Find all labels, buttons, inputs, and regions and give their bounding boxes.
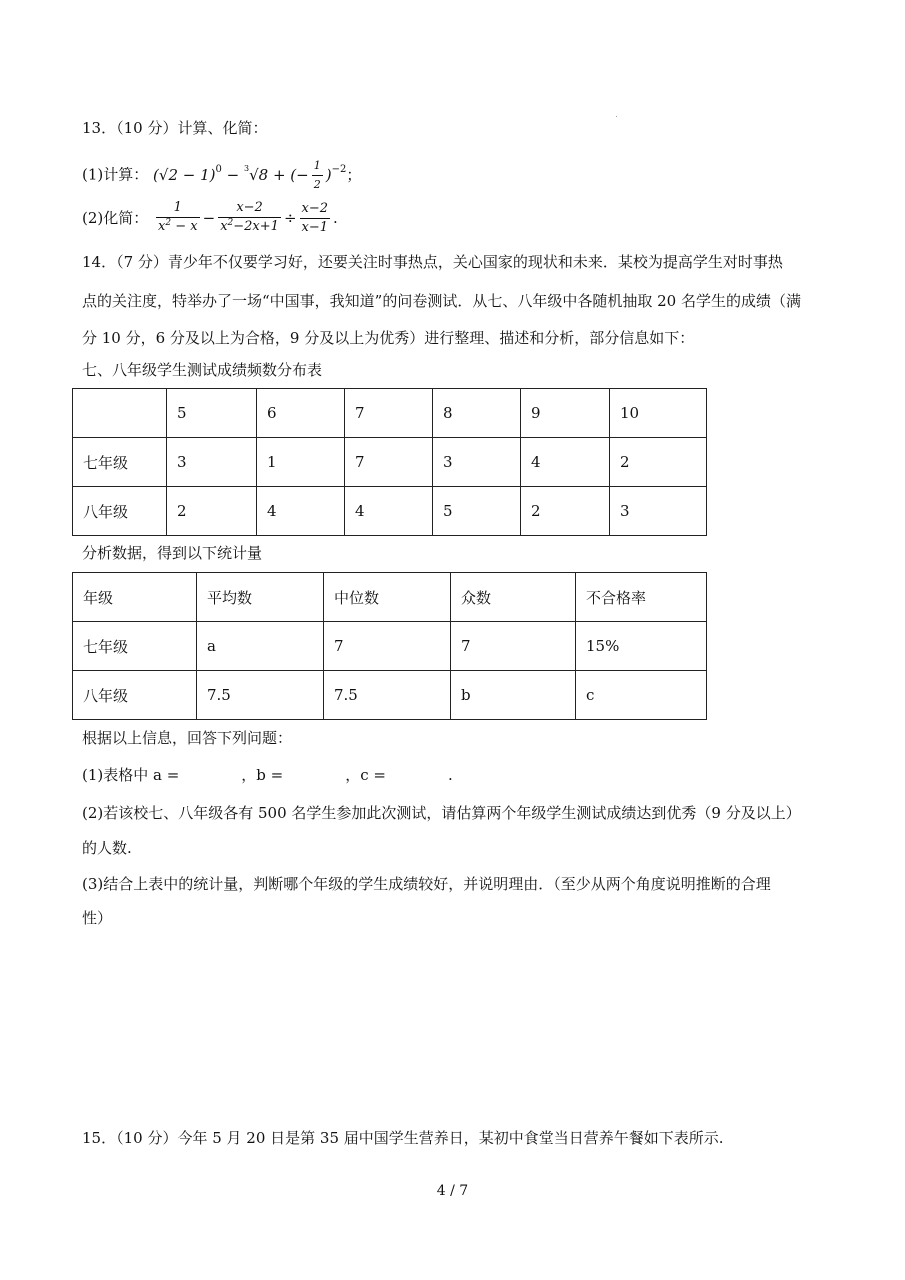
table-header-row xyxy=(73,389,707,438)
sub1-c-label: ，c = xyxy=(345,766,386,784)
table-cell: 6 xyxy=(257,389,345,438)
table-cell: 5 xyxy=(167,389,257,438)
table-cell: 3 xyxy=(433,438,521,487)
table-cell: 八年级 xyxy=(73,671,197,720)
frequency-table xyxy=(72,388,707,536)
q14-line-1: 14．（7 分）青少年不仅要学习好，还要关注时事热点，关心国家的现状和未来．某校为提高学生对时事热 xyxy=(82,253,783,271)
table-cell: 5 xyxy=(433,487,521,536)
q13-part2-expression: $\frac{1}{x^2 - x}$ − $\frac{x-2}{x^2-2x+1}$ ÷ $\frac{x-2}{x-1}$ . xyxy=(158,200,338,235)
q13-part1 xyxy=(82,158,361,193)
table-cell: 不合格率 xyxy=(576,573,707,622)
table-cell: 2 xyxy=(521,487,610,536)
table-cell: 4 xyxy=(345,487,433,536)
q13-header: 13．（10 分）计算、化简： xyxy=(82,119,268,137)
stray-dot xyxy=(616,116,617,117)
table-cell: 众数 xyxy=(451,573,576,622)
table-cell: 3 xyxy=(610,487,707,536)
table-cell: c xyxy=(576,671,707,720)
table-cell: 3 xyxy=(167,438,257,487)
table-cell: 7.5 xyxy=(197,671,324,720)
questions-prompt: 根据以上信息，回答下列问题： xyxy=(82,729,293,747)
q14-line-2: 点的关注度，特举办了一场“中国事，我知道”的问卷测试．从七、八年级中各随机抽取 20 名学生的成绩（满 xyxy=(82,292,801,310)
sub1-b-label: ，b = xyxy=(241,766,284,784)
table-cell: 七年级 xyxy=(73,622,197,671)
q13-part2 xyxy=(82,200,338,236)
table-row xyxy=(73,622,707,671)
table-cell: 7 xyxy=(451,622,576,671)
table-cell: 4 xyxy=(257,487,345,536)
table-cell: 2 xyxy=(610,438,707,487)
table-cell: 2 xyxy=(167,487,257,536)
table-cell: 10 xyxy=(610,389,707,438)
table2-caption: 分析数据，得到以下统计量 xyxy=(82,544,263,562)
sub-question-2-line-2: 的人数. xyxy=(82,839,132,857)
table-cell: 年级 xyxy=(73,573,197,622)
sub1-a-label: (1)表格中 a = xyxy=(82,766,180,784)
sub-question-2-line-1: (2)若该校七、八年级各有 500 名学生参加此次测试，请估算两个年级学生测试成绩达到优秀（9 分及以上） xyxy=(82,804,801,822)
table-header-row xyxy=(73,573,707,622)
q14-line-3: 分 10 分，6 分及以上为合格，9 分及以上为优秀）进行整理、描述和分析，部分信息如下： xyxy=(82,329,695,347)
table-cell: 平均数 xyxy=(197,573,324,622)
table-cell: 7 xyxy=(324,622,451,671)
page-number: 4 / 7 xyxy=(436,1183,469,1199)
table-cell: 8 xyxy=(433,389,521,438)
table-row xyxy=(73,487,707,536)
table-cell: 八年级 xyxy=(73,487,167,536)
table-cell: 1 xyxy=(257,438,345,487)
table-cell: 7.5 xyxy=(324,671,451,720)
table-cell: 7 xyxy=(345,438,433,487)
table-cell xyxy=(73,389,167,438)
table-row xyxy=(73,671,707,720)
q13-part1-label: (1)计算： xyxy=(82,165,149,184)
table-row xyxy=(73,438,707,487)
table1-caption: 七、八年级学生测试成绩频数分布表 xyxy=(82,361,323,379)
table-cell: b xyxy=(451,671,576,720)
table-cell: a xyxy=(197,622,324,671)
table-cell: 七年级 xyxy=(73,438,167,487)
table-cell: 7 xyxy=(345,389,433,438)
sub-question-3-line-1: (3)结合上表中的统计量，判断哪个年级的学生成绩较好，并说明理由．（至少从两个角度说明推断的合理 xyxy=(82,875,771,893)
sub-question-3-line-2: 性） xyxy=(82,909,113,927)
table-cell: 中位数 xyxy=(324,573,451,622)
statistics-table xyxy=(72,572,707,720)
table-cell: 4 xyxy=(521,438,610,487)
table-cell: 9 xyxy=(521,389,610,438)
q13-part1-expression: $(√2 - 1)^0 - ^3√8$ + (− $\frac{1}{2}$ )$^{-2}$； xyxy=(153,159,362,191)
table-cell: 15% xyxy=(576,622,707,671)
sub-question-1: (1)表格中 a = ，b = ，c = . xyxy=(82,766,453,784)
q15-line: 15．（10 分）今年 5 月 20 日是第 35 届中国学生营养日，某初中食堂当日营养午餐如下表所示. xyxy=(82,1129,724,1147)
q13-part2-label: (2)化简： xyxy=(82,209,149,227)
